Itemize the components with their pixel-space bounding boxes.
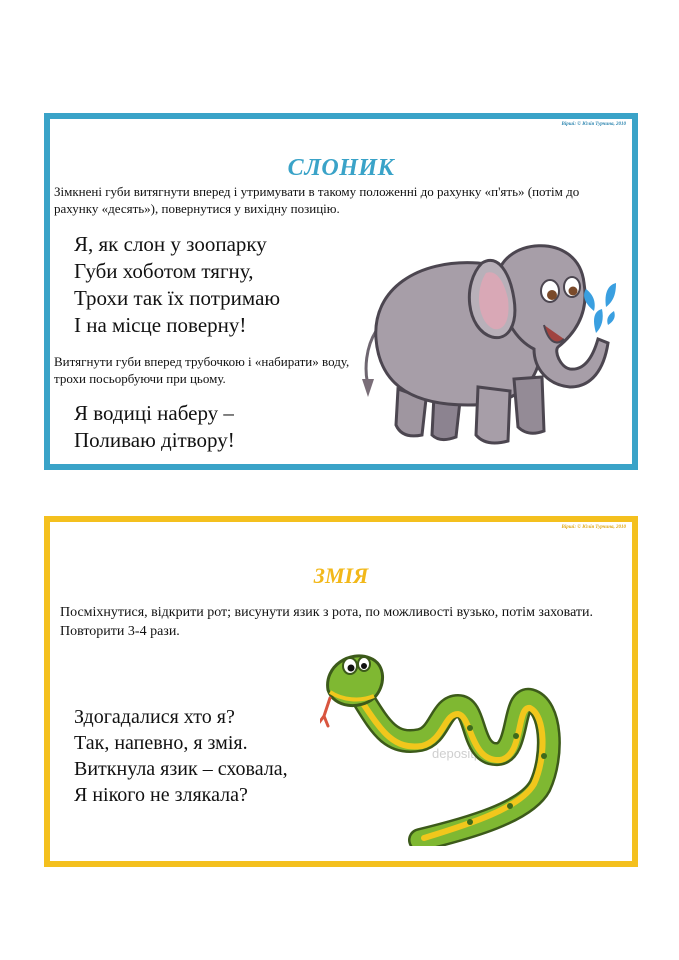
poem-line: І на місце поверну! (74, 313, 247, 337)
poem-line: Я нікого не злякала? (74, 784, 248, 806)
elephant-card (44, 113, 638, 470)
instruction-text: Зімкнені губи витягнути вперед і утримувати в такому положенні до рахунку «п'ять» (потім до рахунку «десять»), повернутися у вихідну позицію. (54, 184, 580, 216)
card-title: ЗМІЯ (313, 563, 369, 588)
snake-icon (320, 636, 580, 846)
card-title: СЛОНИК (287, 155, 395, 181)
poem-line: Трохи так їх потримаю (74, 286, 281, 310)
elephant-icon (358, 229, 616, 451)
poem-line: Так, напевно, я змія. (74, 732, 248, 754)
poem-block (74, 400, 235, 454)
credit-text: Вірші: © Юлія Турчина, 2010 (561, 122, 626, 127)
poem-line: Я, як слон у зоопарку (74, 232, 267, 256)
poem-line: Поливаю дітвору! (74, 428, 235, 452)
poem-line: Виткнула язик – сховала, (74, 758, 288, 780)
poem-line: Здогадалися хто я? (74, 706, 235, 728)
credit-text: Вірші: © Юлія Турчина, 2010 (561, 525, 626, 530)
poem-block (74, 231, 280, 339)
watermark: depositphotos (432, 746, 513, 761)
instruction-text: Посміхнутися, відкрити рот; висунути язик з рота, по можливості вузько, потім заховати. Повторити 3-4 рази. (60, 605, 594, 639)
poem-line: Я водиці наберу – (74, 401, 234, 425)
snake-card (44, 516, 638, 867)
poem-block (74, 704, 288, 808)
instruction-text: Витягнути губи вперед трубочкою і «набирати» воду, трохи посьорбуючи при цьому. (54, 354, 350, 386)
poem-line: Губи хоботом тягну, (74, 259, 254, 283)
